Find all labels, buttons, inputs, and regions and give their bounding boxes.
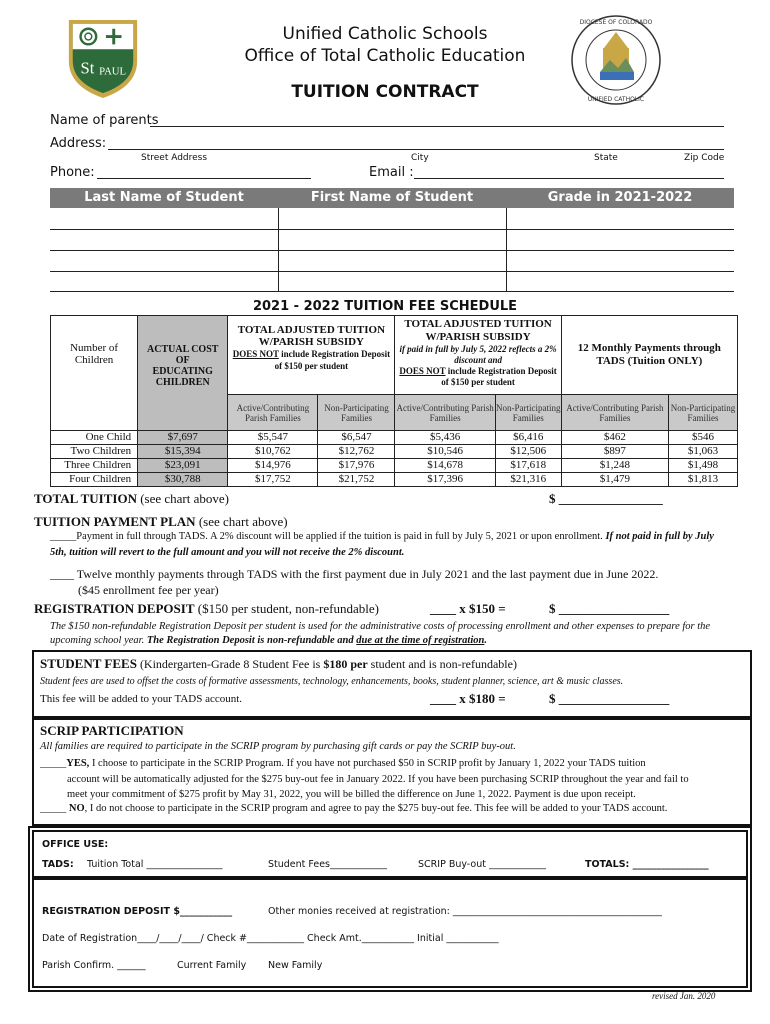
fee-cell: $23,091 xyxy=(138,459,228,473)
fee-cell: $10,762 xyxy=(228,445,318,459)
street-label: Street Address xyxy=(141,153,208,163)
scrip-requirement: All families are required to participate in the SCRIP program by purchasing gift cards or pay the SCRIP buy-out. xyxy=(40,741,516,752)
student-table-header xyxy=(50,188,734,208)
fee-row-label: Two Children xyxy=(51,445,138,459)
payment-option-monthly[interactable]: ____ Twelve monthly payments through TADS with the first payment due in July 2021 and the last payment due in June 2022. xyxy=(50,567,659,581)
email-label: Email : xyxy=(369,165,414,180)
fee-cell: $17,976 xyxy=(318,459,395,473)
fee-cell: $17,752 xyxy=(228,473,318,487)
parish-confirm-field[interactable]: Parish Confirm. ______ xyxy=(42,960,146,971)
diocese-seal xyxy=(570,14,662,111)
fee-cell: $546 xyxy=(669,431,738,445)
fee-row xyxy=(51,459,738,473)
revised-note: revised Jan. 2020 xyxy=(652,991,716,1001)
org-office: Office of Total Catholic Education xyxy=(244,46,526,66)
svg-text:UNIFIED CATHOLIC: UNIFIED CATHOLIC xyxy=(587,96,645,103)
office-use-label: OFFICE USE: xyxy=(42,839,109,850)
fee-cell: $17,618 xyxy=(495,459,561,473)
fee-cell: $462 xyxy=(561,431,668,445)
date-registration-field[interactable]: Date of Registration____/____/____/ Check #____________ Check Amt.___________ Initial ___________ xyxy=(42,933,499,944)
fee-cell: $6,416 xyxy=(495,431,561,445)
col-adjusted-tuition: TOTAL ADJUSTED TUITION W/PARISH SUBSIDY DOES NOT include Registration Deposit of $150 per student xyxy=(228,316,395,395)
zip-label: Zip Code xyxy=(684,153,725,163)
fee-cell: $21,316 xyxy=(495,473,561,487)
fee-cell: $6,547 xyxy=(318,431,395,445)
fee-cell: $5,547 xyxy=(228,431,318,445)
phone-field[interactable] xyxy=(97,178,311,179)
fee-cell: $1,248 xyxy=(561,459,668,473)
org-name: Unified Catholic Schools xyxy=(282,24,488,44)
fee-row-label: One Child xyxy=(51,431,138,445)
fee-cell: $10,546 xyxy=(395,445,495,459)
fee-cell: $14,678 xyxy=(395,459,495,473)
fee-row-label: Three Children xyxy=(51,459,138,473)
col-paid-in-full: TOTAL ADJUSTED TUITION W/PARISH SUBSIDY if paid in full by July 5, 2022 reflects a 2% discount and DOES NOT include Registration Deposit of $150 per student xyxy=(395,316,561,395)
registration-desc: The $150 non-refundable Registration Deposit per student is used for the administrative costs of processing enrollment and other expenses to prepare for the upcoming school year. The Registration Deposit is non-refundable and due at the time of registration. xyxy=(50,621,711,646)
tuition-total-field[interactable]: Tuition Total ________________ xyxy=(87,859,223,870)
fee-cell: $5,436 xyxy=(395,431,495,445)
sub-non-1: Non-Participating Families xyxy=(318,395,395,431)
col-monthly-payments: 12 Monthly Payments through TADS (Tuition ONLY) xyxy=(561,316,737,395)
registration-label: REGISTRATION DEPOSIT xyxy=(34,601,195,616)
sub-non-2: Non-Participating Families xyxy=(495,395,561,431)
sub-non-3: Non-Participating Families xyxy=(669,395,738,431)
enrollment-fee-note: ($45 enrollment fee per year) xyxy=(78,583,219,597)
registration-calc[interactable]: ____ x $150 = xyxy=(430,601,506,616)
fee-cell: $21,752 xyxy=(318,473,395,487)
other-monies-field[interactable]: Other monies received at registration: ____________________________________________ xyxy=(268,906,662,917)
city-label: City xyxy=(411,153,429,163)
address-label: Address: xyxy=(50,136,107,151)
payment-option-full[interactable]: _____Payment in full through TADS. A 2% discount will be applied if the tuition is paid in full by July 5, 2021 or upon enrollment. If not paid in full by July 5th, tuition will revert to the full amount and you will not receive the 2% discount. xyxy=(50,531,714,558)
registration-deposit: REGISTRATION DEPOSIT ($150 per student, non-refundable) xyxy=(34,601,379,616)
student-fees-heading: STUDENT FEES (Kindergarten-Grade 8 Student Fee is $180 per student and is non-refundable) xyxy=(40,656,517,671)
reg-deposit-field[interactable]: REGISTRATION DEPOSIT $___________ xyxy=(42,906,233,917)
sub-active-1: Active/Contributing Parish Families xyxy=(228,395,318,431)
scrip-label: SCRIP PARTICIPATION xyxy=(40,723,184,738)
payment-plan: TUITION PAYMENT PLAN (see chart above) xyxy=(34,514,288,529)
parents-name-label: Name of parents xyxy=(50,113,159,128)
fee-cell: $1,479 xyxy=(561,473,668,487)
col-last-name: Last Name of Student xyxy=(84,190,244,205)
student-fees-amount[interactable]: $ _________________ xyxy=(549,691,670,706)
state-label: State xyxy=(594,153,618,163)
address-field[interactable] xyxy=(108,149,724,150)
fee-row-label: Four Children xyxy=(51,473,138,487)
fee-cell: $12,762 xyxy=(318,445,395,459)
fee-row xyxy=(51,473,738,487)
fee-row xyxy=(51,445,738,459)
totals-field[interactable]: TOTALS: ________________ xyxy=(585,859,709,870)
office-use-top xyxy=(32,830,748,878)
fee-cell: $1,813 xyxy=(669,473,738,487)
fee-schedule-table xyxy=(50,315,738,487)
scrip-yes-option[interactable]: _____YES, I choose to participate in the SCRIP Program. If you have not purchased $50 in SCRIP profit by January 1, 2022 your TADS tuition account will be automatically adjusted for the $275 buy-out fee in January 2022. If you have been purchasing SCRIP throughout the year and fail to meet your commitment of $275 profit by May 31, 2022, you will be billed the difference on June 1, 2022. Payment is due upon receipt. xyxy=(40,758,689,800)
student-fees-added: This fee will be added to your TADS account. xyxy=(40,693,243,705)
fee-cell: $897 xyxy=(561,445,668,459)
student-fees-calc[interactable]: ____ x $180 = xyxy=(430,691,506,706)
fee-row xyxy=(51,431,738,445)
fee-cell: $30,788 xyxy=(138,473,228,487)
scrip-no-option[interactable]: _____ NO, I do not choose to participate in the SCRIP program and agree to pay the $275 buy-out fee. This fee will be added to your TADS account. xyxy=(40,803,668,814)
col-actual-cost: ACTUAL COST OF EDUCATING CHILDREN xyxy=(138,316,228,431)
fee-cell: $14,976 xyxy=(228,459,318,473)
registration-amount[interactable]: $ _________________ xyxy=(549,601,670,616)
parents-name-field[interactable] xyxy=(150,126,724,127)
fee-cell: $12,506 xyxy=(495,445,561,459)
svg-text:St: St xyxy=(80,58,95,78)
sub-active-2: Active/Contributing Parish Families xyxy=(395,395,495,431)
col-first-name: First Name of Student xyxy=(310,190,474,205)
current-family-option[interactable]: Current Family xyxy=(177,960,247,971)
fee-schedule-title: 2021 - 2022 TUITION FEE SCHEDULE xyxy=(252,299,518,314)
fee-cell: $17,396 xyxy=(395,473,495,487)
student-table-body[interactable] xyxy=(50,208,734,292)
fee-cell: $15,394 xyxy=(138,445,228,459)
total-tuition: TOTAL TUITION (see chart above) xyxy=(34,491,229,506)
tads-label: TADS: xyxy=(42,859,74,870)
total-tuition-label: TOTAL TUITION xyxy=(34,491,137,506)
total-tuition-amount[interactable]: $ ________________ xyxy=(549,491,663,506)
col-number-children: Number of Children xyxy=(51,316,138,431)
phone-label: Phone: xyxy=(50,165,95,180)
page-title: TUITION CONTRACT xyxy=(291,82,479,102)
student-fees-field[interactable]: Student Fees____________ xyxy=(268,859,388,870)
payment-plan-label: TUITION PAYMENT PLAN xyxy=(34,514,196,529)
col-grade: Grade in 2021-2022 xyxy=(547,190,693,205)
student-fees-desc: Student fees are used to offset the costs of formative assessments, technology, enhancements, books, student planner, science, art & music classes. xyxy=(40,676,624,687)
svg-text:PAUL: PAUL xyxy=(99,65,127,78)
svg-text:DIOCESE OF COLORADO: DIOCESE OF COLORADO xyxy=(579,19,653,26)
new-family-option[interactable]: New Family xyxy=(268,960,323,971)
fee-cell: $7,697 xyxy=(138,431,228,445)
email-field[interactable] xyxy=(414,178,724,179)
fee-cell: $1,498 xyxy=(669,459,738,473)
scrip-buyout-field[interactable]: SCRIP Buy-out ____________ xyxy=(418,859,546,870)
fee-cell: $1,063 xyxy=(669,445,738,459)
sub-active-3: Active/Contributing Parish Families xyxy=(561,395,668,431)
